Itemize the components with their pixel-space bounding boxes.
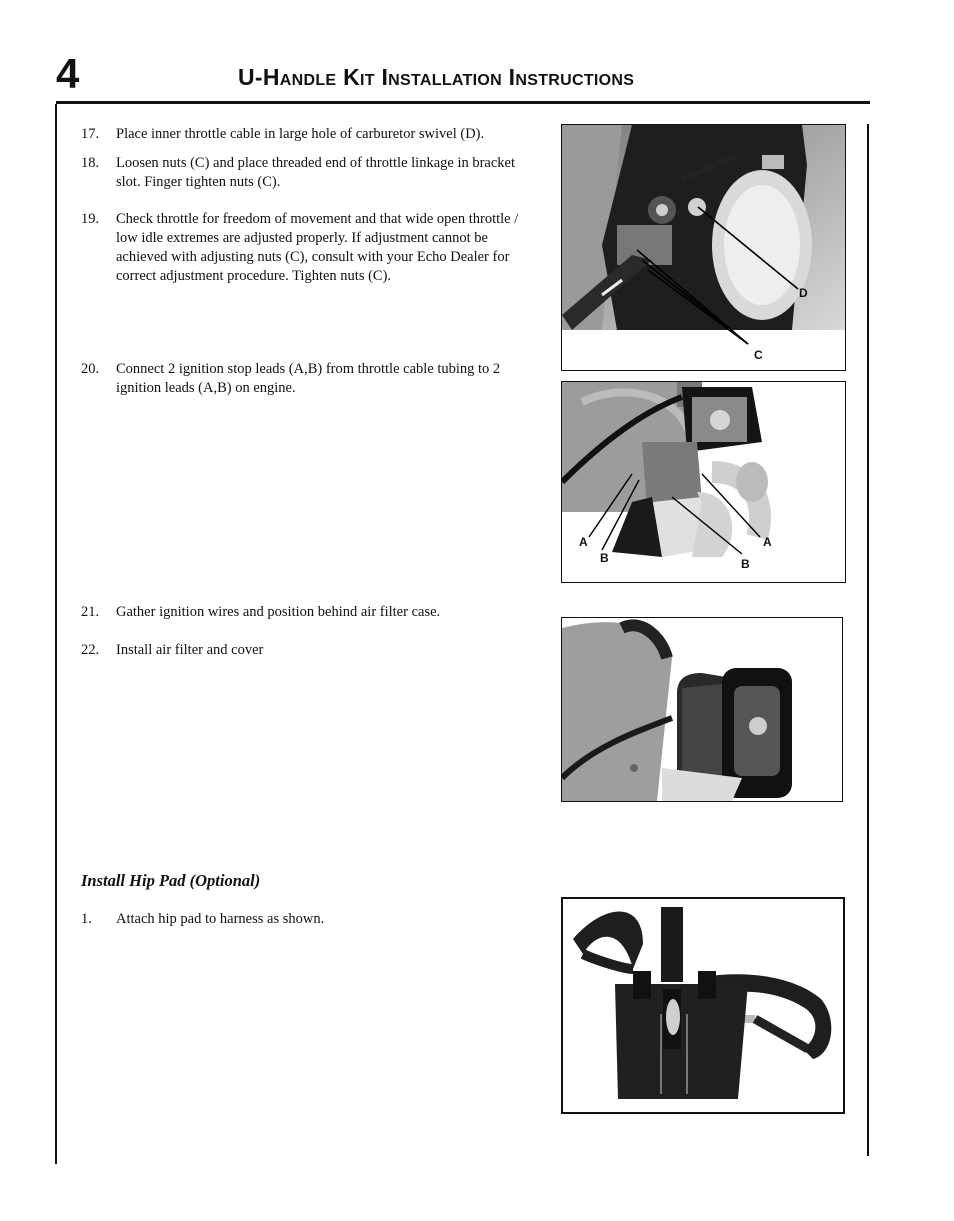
step-text: Place inner throttle cable in large hole of carburetor swivel (D). [116, 126, 485, 142]
step-21 [81, 603, 536, 622]
step-text: Check throttle for freedom of movement and that wide open throttle / low idle extremes are adjusted properly. If adjustment cannot be achieved with adjusting nuts (C), consult with your Echo Dealer for correct adjustment procedure. Tighten nuts (C). [116, 211, 519, 284]
ignition-leads-figure [561, 381, 846, 583]
carburetor-figure [561, 124, 846, 371]
air-filter-figure [561, 617, 843, 802]
callout-a-left: A [579, 535, 588, 549]
step-19 [81, 210, 536, 286]
step-number: 22. [81, 642, 100, 658]
step-22 [81, 641, 536, 660]
hip-pad-figure [561, 897, 845, 1114]
right-margin-rule [867, 124, 869, 1156]
step-text: Attach hip pad to harness as shown. [116, 911, 325, 927]
ignition-leads-illustration [562, 382, 845, 582]
step-text: Install air filter and cover [116, 642, 264, 658]
step-number: 17. [81, 126, 100, 142]
step-number: 18. [81, 155, 100, 171]
page-number: 4 [56, 50, 80, 97]
air-filter-illustration [562, 618, 842, 801]
step-18 [81, 154, 536, 192]
step-17 [81, 125, 536, 144]
page-title: U-Handle Kit Installation Instructions [238, 64, 635, 90]
step-number: 1. [81, 911, 92, 927]
step-text: Connect 2 ignition stop leads (A,B) from throttle cable tubing to 2 ignition leads (A,B) on engine. [116, 361, 501, 396]
hip-pad-illustration [563, 899, 843, 1112]
hip-pad-heading: Install Hip Pad (Optional) [81, 871, 261, 890]
step-number: 20. [81, 361, 100, 377]
hip-pad-step-1 [81, 910, 536, 929]
step-number: 19. [81, 211, 100, 227]
callout-b-left: B [600, 551, 609, 565]
callout-c: C [754, 348, 763, 362]
callout-a-right: A [763, 535, 772, 549]
callout-b-right: B [741, 557, 750, 571]
header-rule [56, 101, 870, 104]
carburetor-illustration [562, 125, 845, 370]
step-text: Loosen nuts (C) and place threaded end of throttle linkage in bracket slot. Finger tighten nuts (C). [116, 155, 516, 190]
step-20 [81, 360, 536, 398]
step-text: Gather ignition wires and position behind air filter case. [116, 604, 441, 620]
callout-d: D [799, 286, 808, 300]
left-margin-rule [55, 104, 57, 1164]
step-number: 21. [81, 604, 100, 620]
